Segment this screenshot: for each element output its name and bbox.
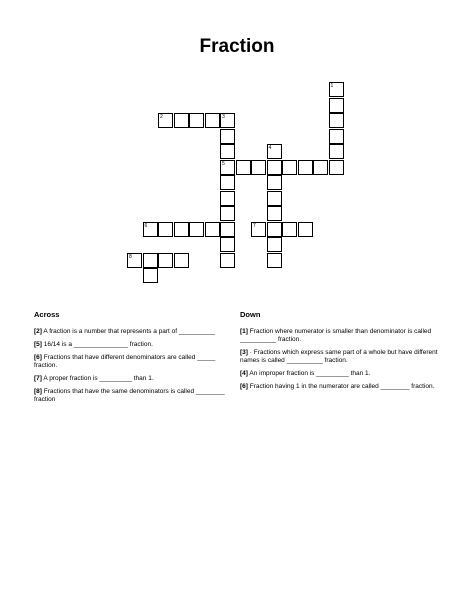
clue-number-label: 1 [330,83,334,89]
grid-cell[interactable] [220,113,235,128]
clue-text: Fractions that have the same denominators is called ________ fraction [34,388,225,403]
grid-cell[interactable] [220,222,235,237]
grid-cell[interactable] [220,206,235,221]
clue-text: Fractions that have different denominators are called _____ fraction. [34,354,216,369]
grid-cell[interactable] [267,253,282,268]
clue-text: An improper fraction is _________ than 1. [249,370,371,377]
clue-text: Fraction where numerator is smaller than denominator is called __________ fraction. [240,328,432,343]
grid-cell[interactable] [267,175,282,190]
grid-cell[interactable] [158,253,173,268]
grid-cell[interactable] [143,268,158,283]
clue-number-label: 3 [222,114,225,120]
clue-number: [6] [34,354,42,361]
grid-cell[interactable] [298,160,313,175]
grid-cell[interactable] [220,175,235,190]
clue-number-label: 7 [253,222,256,229]
grid-cell[interactable] [143,222,158,237]
grid-cell[interactable] [282,160,297,175]
clue-across-6 [34,354,239,370]
clue-down-3 [240,349,445,365]
grid-cell[interactable] [205,222,220,237]
grid-cell[interactable] [220,144,235,159]
grid-cell[interactable] [329,98,344,113]
across-heading: Across [34,310,60,319]
grid-cell[interactable] [267,144,282,159]
grid-cell[interactable] [143,253,158,268]
clue-number: [4] [240,370,248,377]
grid-cell[interactable] [329,113,344,128]
clue-number: [1] [240,328,248,335]
down-heading: Down [240,310,261,319]
grid-cell[interactable] [267,237,282,252]
across-clues [34,310,239,409]
grid-cell[interactable] [282,222,297,237]
clue-number-label: 2 [160,114,163,120]
clue-number-label: 4 [268,145,272,151]
clue-across-5 [34,341,239,349]
grid-cell[interactable] [236,160,251,175]
clue-number-label: 6 [144,222,148,229]
grid-cell[interactable] [205,113,220,128]
grid-cell[interactable] [220,129,235,144]
grid-cell[interactable] [174,222,189,237]
grid-cell[interactable] [329,160,344,175]
grid-cell[interactable] [189,222,204,237]
grid-cell[interactable] [329,129,344,144]
grid-cell[interactable] [267,206,282,221]
grid-cell[interactable] [267,191,282,206]
clue-number: [5] [34,341,42,348]
grid-cell[interactable] [267,160,282,175]
clue-number: [6] [240,383,248,390]
grid-cell[interactable] [220,191,235,206]
grid-cell[interactable] [174,113,189,128]
grid-cell[interactable] [158,222,173,237]
clue-number: [3] [240,349,248,356]
clue-text: Fraction having 1 in the numerator are called ________ fraction. [249,383,435,390]
clue-number: [8] [34,388,42,395]
grid-cell[interactable] [251,222,266,237]
grid-cell[interactable] [251,160,266,175]
clue-text: A proper fraction is _________ than 1. [43,375,154,382]
puzzle-title: Fraction [199,36,275,57]
clue-text: 16/14 is a _______________ fraction. [43,341,153,348]
down-clue-list [240,328,445,391]
clue-number: [7] [34,375,42,382]
clue-number: [2] [34,328,42,335]
grid-cell[interactable] [189,113,204,128]
grid-cell[interactable] [220,160,235,175]
grid-cell[interactable] [313,160,328,175]
clue-text: · Fractions which express same part of a whole but have different names is called __________ fraction. [240,349,438,364]
clue-number-label: 8 [129,253,132,260]
grid-cell[interactable] [298,222,313,237]
clue-number-label: 5 [222,160,225,167]
grid-cell[interactable] [329,144,344,159]
grid-cell[interactable] [127,253,142,268]
grid-cell[interactable] [329,82,344,97]
clue-across-7 [34,375,239,383]
grid-cell[interactable] [158,113,173,128]
clue-down-4 [240,370,445,378]
clue-across-8 [34,388,239,404]
across-clue-list [34,328,239,404]
grid-cell[interactable] [267,222,282,237]
grid-cell[interactable] [220,253,235,268]
clue-down-1 [240,328,445,344]
clue-down-6 [240,383,445,391]
clue-across-2 [34,328,239,336]
down-clues [240,310,445,396]
clue-text: A fraction is a number that represents a part of __________ [43,328,216,335]
grid-cell[interactable] [174,253,189,268]
grid-cell[interactable] [220,237,235,252]
